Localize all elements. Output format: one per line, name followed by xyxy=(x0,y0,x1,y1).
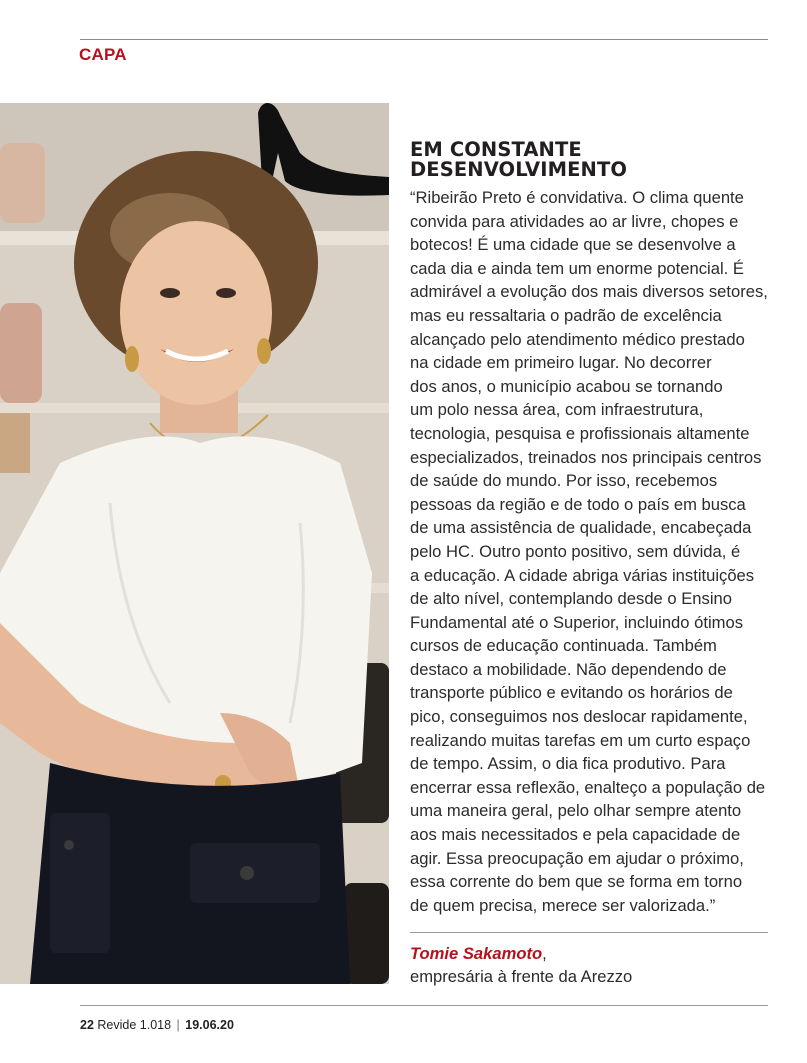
footer-separator: | xyxy=(176,1018,180,1032)
article-heading: EM CONSTANTE DESENVOLVIMENTO xyxy=(410,138,628,181)
attribution-rule xyxy=(410,932,768,933)
section-label: CAPA xyxy=(79,45,127,64)
author-name: Tomie Sakamoto xyxy=(410,944,543,963)
portrait-photo xyxy=(0,103,389,984)
author-comma: , xyxy=(542,944,547,963)
top-rule xyxy=(80,39,768,40)
magazine-issue: Revide 1.018 xyxy=(97,1018,172,1032)
page-footer xyxy=(80,1018,234,1032)
issue-date: 19.06.20 xyxy=(185,1018,234,1032)
quote-body: “Ribeirão Preto é convidativa. O clima quente convida para atividades ao ar livre, chopes e botecos! É uma cidade que se desenvolve a cada dia e ainda tem um enorme potencial. É admirável a evolução dos mais diversos setores, mas eu ressaltaria o padrão de excelência alcançado pelo atendimento médico prestado na cidade em primeiro lugar. No decorrer dos anos, o município acabou se tornando um polo nessa área, com infraestrutura, tecnologia, pesquisa e profissionais altamente especializados, treinados nos principais centros de saúde do mundo. Por isso, recebemos pessoas da região e de todo o país em busca de uma assistência de qualidade, encabeçada pelo HC. Outro ponto positivo, sem dúvida, é a educação. A cidade abriga várias instituições de alto nível, contemplando desde o Ensino Fundamental até o Superior, incluindo ótimos cursos de educação continuada. Também destaco a mobilidade. Não dependendo de transporte público e evitando os horários de pico, conseguimos nos deslocar rapidamente, realizando muitas tarefas em um curto espaço de tempo. Assim, o dia fica produtivo. Para encerrar essa reflexão, enalteço a população de uma maneira geral, pelo olhar sempre atento aos mais necessitados e pela capacidade de agir. Essa preocupação em ajudar o próximo, essa corrente do bem que se forma em torno de quem precisa, merece ser valorizada.” xyxy=(410,188,768,915)
attribution xyxy=(410,942,770,988)
page-number: 22 xyxy=(80,1018,94,1032)
footer-rule xyxy=(80,1005,768,1006)
author-role: empresária à frente da Arezzo xyxy=(410,967,633,986)
